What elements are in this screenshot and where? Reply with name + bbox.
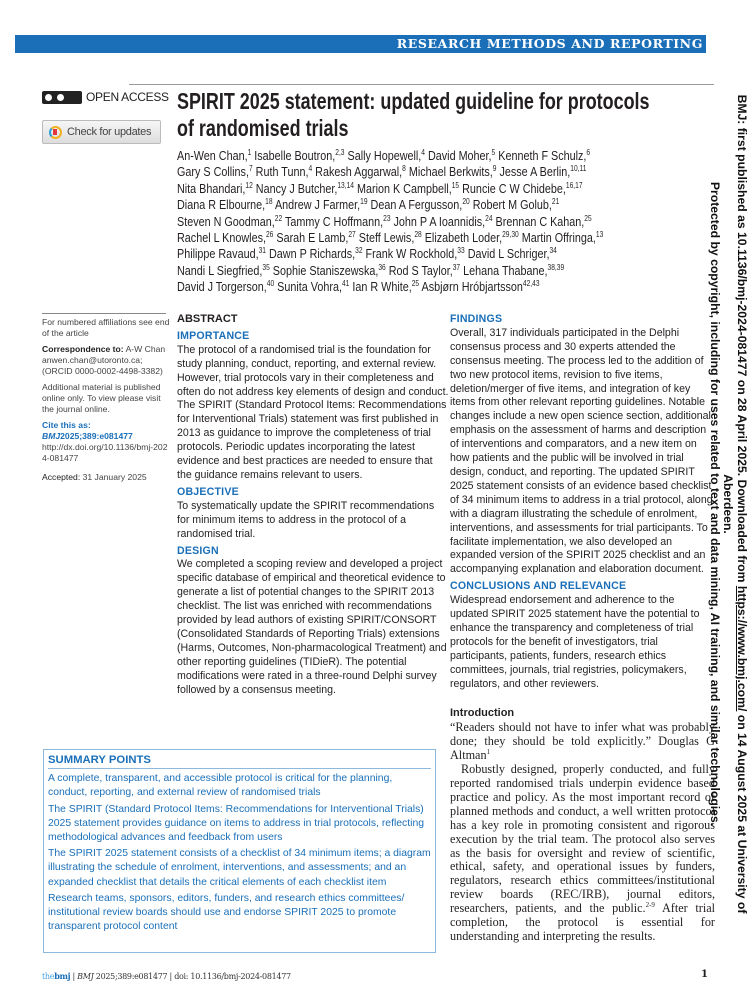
author-affiliation: 4 — [421, 148, 425, 157]
author-name: Frank W Rockhold, — [365, 246, 458, 262]
author-affiliation: 37 — [452, 262, 461, 272]
findings-heading: FINDINGS — [450, 313, 503, 325]
author-affiliation: 34 — [549, 246, 557, 256]
author-name: Steven N Goodman, — [177, 213, 275, 229]
check-for-updates-label: Check for updates — [67, 126, 152, 138]
introduction-quote — [450, 721, 715, 763]
cite-as — [42, 420, 170, 464]
author-line — [177, 230, 603, 246]
bmj-link[interactable]: https://www.bmj.com/ — [735, 585, 749, 712]
author-line — [177, 279, 603, 295]
logo-the: the — [42, 972, 55, 981]
author-name: David L Schriger, — [467, 246, 550, 262]
author-name: Isabelle Boutron, — [254, 148, 336, 163]
author-line — [177, 246, 603, 262]
conclusions-heading: CONCLUSIONS AND RELEVANCE — [450, 580, 627, 593]
logo-bmj: bmj — [54, 971, 71, 981]
author-name: Rachel L Knowles, — [177, 229, 266, 245]
author-affiliation: 6 — [586, 148, 591, 157]
author-line — [177, 197, 603, 213]
correspondence-email[interactable]: anwen.chan@utoronto.ca; — [42, 355, 143, 365]
correspondence-label: Correspondence to: — [42, 344, 124, 354]
author-name: Tammy C Hoffmann, — [284, 213, 384, 229]
accepted-date: 31 January 2025 — [82, 472, 147, 482]
author-name: Philippe Ravaud, — [177, 246, 259, 262]
copyright-watermark — [708, 84, 749, 924]
summary-points-box — [43, 749, 436, 953]
importance-text: The protocol of a randomised trial is the foundation for study planning, conduct, reporting, and external review. However, trial protocols vary in their completeness and often do not address key elements of design and conduct. The SPIRIT (Standard Protocol Items: Recommendations for Interventional Trials) statement was first published in 2013 as guidance to improve the completeness of trial protocols. Periodic updates incorporating the latest evidence and best practices are needed to ensure that the guidance remains relevant to users. — [177, 343, 449, 481]
paragraph-text-cont: After trial completion, the protocol is essential for understanding and interpreting the results. — [450, 901, 715, 943]
author-affiliation: 36 — [378, 262, 386, 272]
author-affiliation: 7 — [248, 164, 253, 174]
author-affiliation: 25 — [411, 279, 420, 289]
additional-material-note: Additional material is published online only. To view please visit the journal online. — [42, 382, 161, 414]
article-sidebar — [42, 313, 170, 488]
objective-text: To systematically update the SPIRIT recommendations for minimum items to address in the protocol of a randomised trial. — [177, 499, 435, 540]
check-for-updates-button[interactable] — [42, 120, 161, 144]
orcid: (ORCID 0000-0002-4498-3382) — [42, 366, 163, 376]
author-name: Nancy J Butcher, — [255, 180, 338, 196]
author-name: Lehana Thabane, — [463, 262, 548, 278]
conclusions-text: Widespread endorsement and adherence to the updated SPIRIT 2025 statement have the potential to enhance the transparency and completeness of trial protocols for the benefit of investigators, trial participants, patients, funders, research ethics committees, journals, trial registries, policymakers, regulators, and other reviewers. — [450, 594, 700, 690]
doi-link[interactable]: http://dx.doi.org/10.1136/bmj-2024-081477 — [42, 442, 168, 463]
author-name: Elizabeth Loder, — [424, 229, 503, 245]
crossmark-icon — [49, 126, 62, 139]
author-affiliation: 15 — [451, 180, 460, 190]
cc-by-icon — [42, 91, 82, 104]
author-name: Rakesh Aggarwal, — [315, 164, 403, 180]
author-name: Ruth Tunn, — [255, 164, 309, 180]
summary-point: A complete, transparent, and accessible protocol is critical for the planning, conduct, reporting, and external review of randomised trials — [48, 773, 393, 799]
cite-journal: BMJ — [42, 431, 61, 441]
author-affiliation: 18 — [265, 197, 273, 207]
sidebar-rule — [42, 313, 166, 314]
accepted-label: Accepted: — [42, 472, 81, 482]
author-affiliation: 10,11 — [570, 164, 587, 174]
cite-ref: 2025;389:e081477 — [60, 431, 133, 441]
affiliations-note: For numbered affiliations see end of the article — [42, 317, 170, 338]
watermark-line-2: Protected by copyright, including for uses related to text and data mining, AI training, and similar technologies. — [708, 181, 722, 827]
author-affiliation: 8 — [402, 164, 406, 174]
author-line — [177, 214, 603, 230]
author-name: John P A Ioannidis, — [393, 213, 486, 229]
introduction-paragraph — [450, 763, 715, 944]
author-affiliation: 42,43 — [522, 279, 540, 289]
correspondence — [42, 344, 170, 377]
author-affiliation: 4 — [308, 164, 313, 174]
author-affiliation: 13,14 — [337, 180, 354, 190]
author-affiliation: 20 — [462, 197, 470, 207]
footer-journal: BMJ — [77, 972, 94, 981]
author-affiliation: 26 — [265, 229, 274, 239]
author-affiliation: 41 — [341, 279, 350, 289]
author-name: Brennan C Kahan, — [495, 213, 585, 229]
quote-ref[interactable]: 1 — [486, 748, 491, 757]
footer-doi: doi: 10.1136/bmj-2024-081477 — [174, 972, 291, 981]
summary-point: The SPIRIT 2025 statement consists of a checklist of 34 minimum items; a diagram illustrating the schedule of enrolment, interventions, and assessments; and an expanded checklist that details the critical elements of each checklist item — [48, 848, 431, 888]
accepted — [42, 472, 170, 483]
author-name: Kenneth F Schulz, — [498, 148, 587, 163]
correspondence-name: A-W Chan — [125, 344, 166, 354]
author-name: Martin Offringa, — [521, 229, 596, 245]
title-rule — [129, 84, 714, 85]
objective-heading: OBJECTIVE — [177, 485, 239, 498]
author-name: Dawn P Richards, — [268, 246, 356, 262]
author-name: Nandi L Siegfried, — [177, 262, 263, 278]
author-name: Michael Berkwits, — [408, 164, 493, 180]
author-affiliation: 38,39 — [547, 262, 565, 272]
importance-heading: IMPORTANCE — [177, 329, 250, 342]
author-affiliation: 23 — [383, 213, 391, 223]
author-name: Marion K Campbell, — [356, 180, 452, 196]
section-band: RESEARCH METHODS AND REPORTING — [15, 35, 706, 53]
author-affiliation: 27 — [348, 229, 356, 239]
design-text: We completed a scoping review and developed a project specific database of empirical and theoretical evidence to generate a list of potential changes to the SPIRIT 2013 checklist. The list was enriched with recommendations provided by lead authors of existing SPIRIT/CONSORT (Consolidated Standards of Reporting Trials) extensions (Harms, Outcomes, Non-pharmacological Treatment) and other reporting guidelines (TIDieR). The potential modifications were rated in a three-round Delphi survey followed by a consensus meeting. — [177, 558, 447, 696]
author-affiliation: 2,3 — [335, 148, 345, 157]
author-affiliation: 1 — [247, 148, 252, 157]
summary-heading: SUMMARY POINTS — [48, 753, 431, 769]
author-name: Sally Hopewell, — [347, 148, 422, 163]
abstract-column-2 — [450, 313, 715, 944]
summary-point: The SPIRIT (Standard Protocol Items: Recommendations for Interventional Trials) 2025 statement provides guidance on items to address in trial protocols, reflecting methodological advances and feedback from users — [48, 803, 425, 844]
watermark-line-1 — [721, 84, 748, 924]
author-line — [177, 148, 603, 164]
author-affiliation: 22 — [274, 213, 283, 223]
cite-label: Cite this as: — [42, 420, 91, 430]
author-name: Sunita Vohra, — [277, 279, 342, 295]
open-access-badge — [42, 90, 169, 104]
author-affiliation: 12 — [245, 180, 253, 190]
author-line — [177, 263, 603, 279]
page-footer: thebmj | BMJ 2025;389:e081477 | doi: 10.1136/bmj-2024-081477 — [42, 971, 291, 981]
author-affiliation: 9 — [492, 164, 497, 174]
author-line — [177, 164, 603, 180]
author-affiliation: 16,17 — [565, 180, 583, 190]
author-name: Nita Bhandari, — [177, 180, 246, 196]
quote-text: “Readers should not have to infer what was probably done; they should be told explicitly.” Douglas G Altman — [450, 720, 715, 763]
author-name: David J Torgerson, — [177, 279, 267, 295]
author-affiliation: 5 — [491, 148, 496, 157]
author-name: Ian R White, — [352, 279, 412, 295]
author-name: Steff Lewis, — [358, 229, 415, 245]
author-affiliation: 13 — [595, 229, 604, 239]
author-name: Asbjørn Hróbjartsson — [421, 279, 523, 295]
author-affiliation: 33 — [457, 246, 465, 256]
article-title: SPIRIT 2025 statement: updated guideline for protocols of randomised trials — [177, 88, 650, 141]
author-name: Rod S Taylor, — [388, 262, 453, 278]
author-affiliation: 29,30 — [502, 229, 519, 239]
author-line — [177, 181, 603, 197]
summary-point: Research teams, sponsors, editors, funders, and research ethics committees/ institutional review boards should use and endorse SPIRIT 2025 to promote transparent protocol content — [48, 892, 405, 933]
author-name: Sophie Staniszewska, — [272, 262, 379, 278]
author-name: Diana R Elbourne, — [177, 197, 266, 213]
paragraph-text: Robustly designed, properly conducted, and fully reported randomised trials underpin evidence based practice and policy. As the most important record of planned methods and conduct, a well written protocol has a key role in promoting consistent and rigorous execution by the trial team. The protocol also serves as the basis for oversight and review of scientific, ethical, safety, and operational issues by funders, regulators, research ethics committees/institutional review boards (REC/IRB), journal editors, researchers, patients, and the public. — [450, 762, 715, 916]
author-name: An-Wen Chan, — [177, 148, 248, 163]
findings-text: Overall, 317 individuals participated in the Delphi consensus process and 30 experts attended the consensus meeting. The process led to the addition of two new protocol items, revision to five items, deletion/merger of five items, and integration of key items from other relevant reporting guidelines. Notable changes include a new open science section, additional emphasis on the assessment of harms and description of interventions and comparators, and a new item on how patients and the public will be involved in trial design, conduct, and reporting. The updated SPIRIT 2025 statement consists of an evidence based checklist of 34 minimum items to address in a trial protocol, along with a diagram illustrating the schedule of enrolment, interventions, and assessments for trial participants. To facilitate implementation, we also developed an expanded version of the SPIRIT 2025 checklist and an accompanying explanation and elaboration document. — [450, 326, 713, 576]
author-affiliation: 19 — [360, 197, 368, 207]
author-name: Andrew J Farmer, — [274, 197, 361, 213]
author-affiliation: 35 — [262, 262, 270, 272]
author-name: Dean A Fergusson, — [370, 197, 463, 213]
author-name: Robert M Golub, — [472, 197, 552, 213]
paragraph-ref[interactable]: 2-9 — [645, 901, 655, 910]
author-name: Gary S Collins, — [177, 164, 249, 180]
abstract-heading: ABSTRACT — [177, 313, 238, 325]
author-affiliation: 31 — [258, 246, 266, 256]
author-name: Sarah E Lamb, — [276, 229, 349, 245]
author-affiliation: 28 — [414, 229, 422, 239]
introduction-heading: Introduction — [450, 707, 515, 720]
author-list — [177, 148, 691, 296]
author-affiliation: 21 — [551, 197, 560, 207]
author-affiliation: 32 — [355, 246, 363, 256]
design-heading: DESIGN — [177, 544, 219, 557]
author-name: Jesse A Berlin, — [499, 164, 571, 180]
open-access-label: OPEN ACCESS — [86, 90, 169, 104]
author-affiliation: 24 — [485, 213, 493, 223]
author-affiliation: 40 — [266, 279, 275, 289]
watermark-text-cont: on 14 August 2025 at University of Aberdeen. — [721, 474, 749, 914]
author-affiliation: 25 — [584, 213, 592, 223]
watermark-text: BMJ: first published as 10.1136/bmj-2024-081477 on 28 April 2025. Downloaded from — [735, 94, 749, 586]
author-name: David Moher, — [427, 148, 492, 163]
page-number: 1 — [701, 969, 708, 980]
footer-ref: 2025;389:e081477 — [95, 972, 168, 981]
abstract-column-1 — [177, 313, 449, 697]
author-name: Runcie C W Chidebe, — [462, 180, 566, 196]
